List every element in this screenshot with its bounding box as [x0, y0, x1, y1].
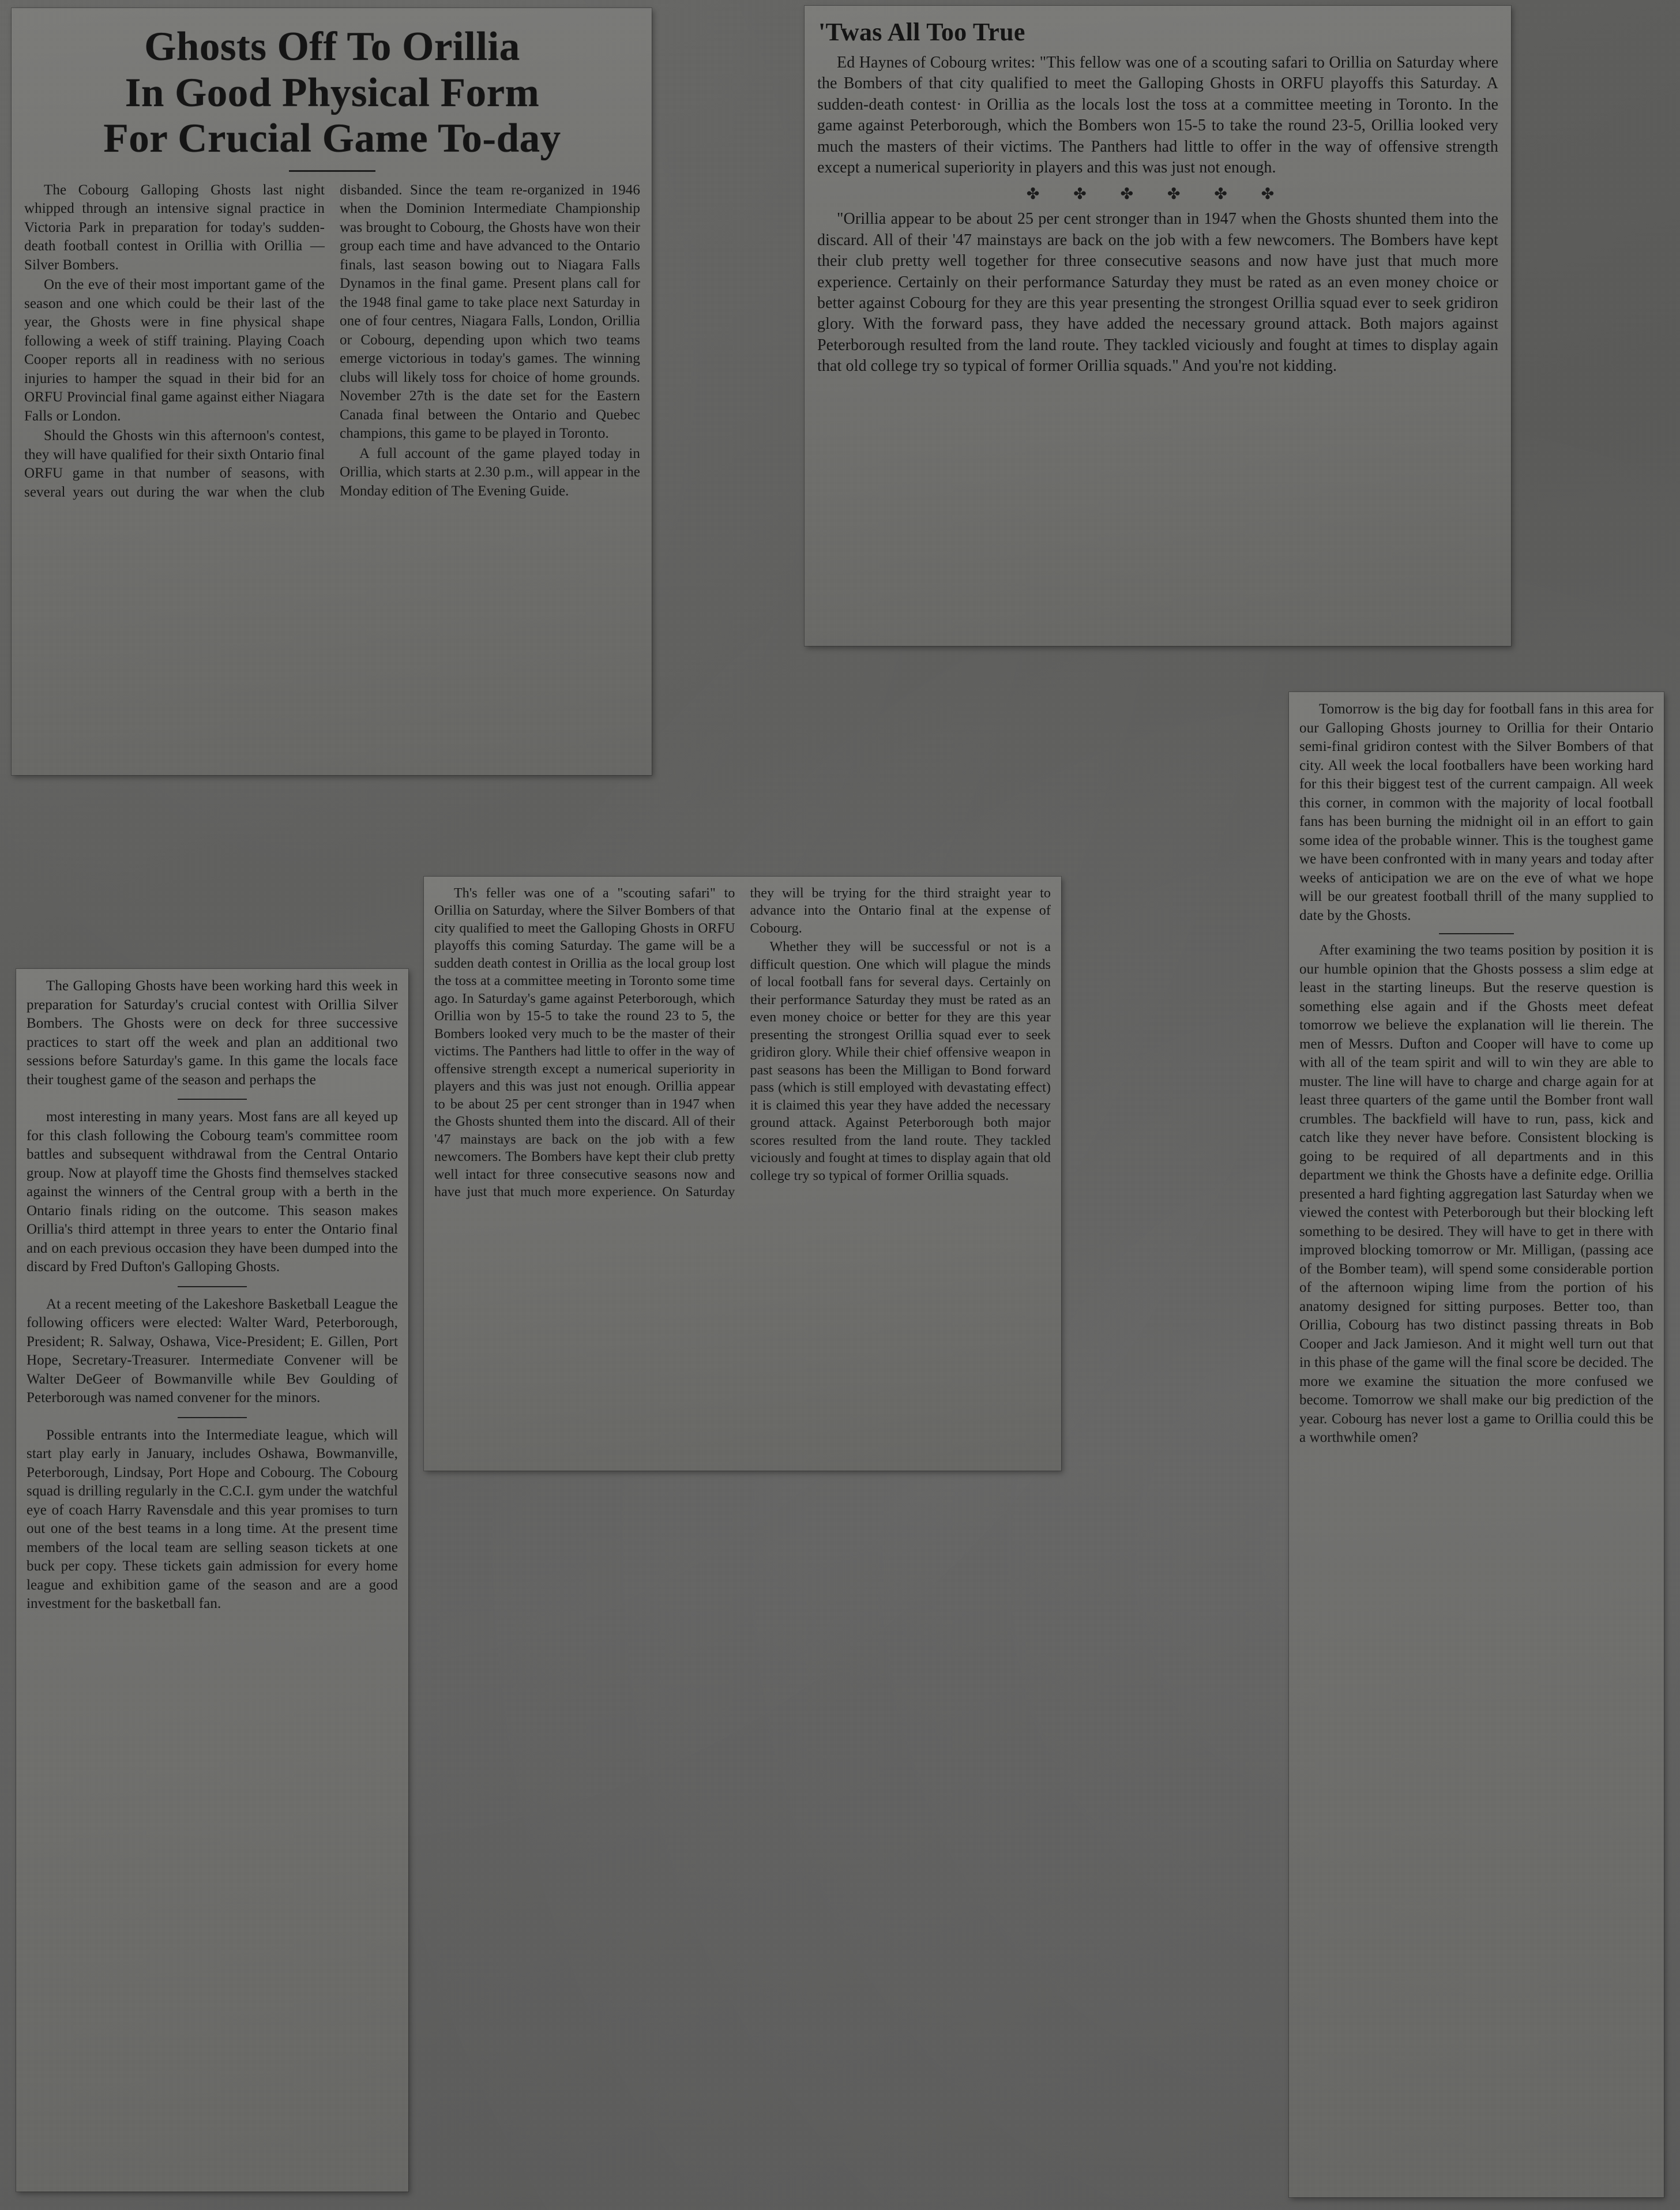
headline-line-3: For Crucial Game To-day	[103, 116, 561, 161]
ornament-divider: ✤ ✤ ✤ ✤ ✤ ✤	[1026, 185, 1290, 203]
paragraph: Th's feller was one of a "scouting safari" to Orillia on Saturday, where the Silver Bombers of that city qualified to meet the Galloping Ghosts in ORFU playoffs this coming Saturday. The game will be a sudden death contest in Orillia as the local group lost the toss at a committee meeting in Toronto some time ago. In Saturday's game against Peterborough, which Orillia won by 15-5 to take the round 23 to 5, the Bombers looked very much to be the master of their victims. The Panthers had little to offer in the way of offensive strength except a numerical superiority in players and this was just not enough. Orillia appear to be about 25 per cent stronger than in 1947 when the Ghosts shunted them into the discard. All of their '47 mainstays are back on the job with a few newcomers. The Bombers have kept their club pretty well intact for three consecutive seasons now and have just that much more experience. On Saturday they will be trying for the third straight year to advance into the Ontario final at the expense of Cobourg.	[434, 886, 1051, 1200]
paragraph: A full account of the game played today in Orillia, which starts at 2.30 p.m., will appear in the Monday edition of The Evening Guide.	[340, 445, 640, 499]
paragraph: Ed Haynes of Cobourg writes: "This fellow was one of a scouting safari to Orillia on Saturday where the Bombers of that city qualified to meet the Galloping Ghosts in ORFU playoffs this Saturday. A sudden-death contest· in Orillia as the locals lost the toss at a committee meeting in Toronto. In the game against Peterborough, which the Bombers won 15-5 to take the round 23-5, Orillia looked very much the masters of their victims. The Panthers had little to offer in the way of offensive strength except a numerical superiority in players and this was just not enough.	[817, 54, 1498, 176]
paragraph: At a recent meeting of the Lakeshore Basketball League the following officers were elected: Walter Ward, Peterborough, President; R. Salway, Oshawa, Vice-President; E. Gillen, Port Hope, Secretary-Treasurer. Intermediate Convener will be Walter DeGeer of Bowmanville while Bev Goulding of Peterborough was named convener for the minors.	[27, 1296, 398, 1405]
paragraph: Possible entrants into the Intermediate league, which will start play early in January, includes Oshawa, Bowmanville, Peterborough, Lindsay, Port Hope and Cobourg. The Cobourg squad is drilling regularly in the C.C.I. gym under the watchful eye of coach Harry Ravensdale and this year promises to turn out one of the best teams in a long time. At the present time members of the local team are selling season tickets at one buck per copy. These tickets gain admission for every home league and exhibition game of the season and are a good investment for the basketball fan.	[27, 1427, 398, 1611]
paragraph: The Cobourg Galloping Ghosts last night whipped through an intensive signal practice in Victoria Park in preparation for today's sudden-death football contest in Orillia with Orillia —Silver Bombers.	[24, 182, 325, 273]
paragraph: "Orillia appear to be about 25 per cent stronger than in 1947 when the Ghosts shunted them into the discard. All of their '47 mainstays are back on the job with a few newcomers. The Bombers have kept their club pretty well together for three consecutive seasons and now have just that much more experience. Certainly on their performance Saturday they must be rated as an even money choice or better against Cobourg for they are this year presenting the strongest Orillia squad ever to seek gridiron glory. With the forward pass, they have added the necessary ground attack. Both majors against Peterborough resulted from the land route. They tackled viciously and fought at times to display again that old college try so typical of former Orillia squads." And you're not kidding.	[817, 210, 1498, 375]
divider-rule	[1439, 933, 1514, 934]
article-title: 'Twas All Too True	[818, 18, 1025, 46]
headline-line-1: Ghosts Off To Orillia	[144, 24, 520, 69]
divider-rule	[178, 1286, 247, 1287]
paragraph: After examining the two teams position by position it is our humble opinion that the Ghosts possess a slim edge at least in the starting lineups. But the reserve question is something else again and if the Ghosts meet defeat tomorrow we believe the explanation will lie therein. The men of Messrs. Dufton and Cooper will have to come up with all of the team spirit and will to win they are able to muster. The line will have to charge and charge again for at least three quarters of the game until the Bomber front wall crumbles. The backfield will have to run, pass, kick and catch like they never have before. Consistent blocking is going to be required of all departments and in this department we think the Ghosts have a definite edge. Orillia presented a hard fighting aggregation last Saturday when we viewed the contest with Peterborough but their blocking left something to be desired. They will have to get in there with improved blocking tomorrow or Mr. Milligan, (passing ace of the Bomber team), will spend some considerable portion of the afternoon wiping lime from the portion of his anatomy designed for sitting purposes. Better too, than Orillia, Cobourg has two distinct passing threats in Bob Cooper and Jack Jamieson. And it might well turn out that in this phase of the game will the final score be decided. The more we examine the situation the more confused we become. Tomorrow we shall make our big prediction of the year. Cobourg has never lost a game to Orillia could this be a worthwhile omen?	[1299, 942, 1653, 1445]
paragraph: Whether they will be successful or not is a difficult question. One which will plague the minds of local football fans for several days. Certainly on their performance Saturday they must be rated as an even money choice or better for they are this year presenting the strongest Orillia squad ever to seek gridiron glory. While their chief offensive weapon in past seasons has been the Milligan to Bond forward pass (which is still employed with devastating effect) it is claimed this year they have added the necessary ground attack. Against Peterborough both major scores resulted from the land route. They tackled viciously and fought at times to display again that old college try so typical of former Orillia squads.	[750, 939, 1051, 1183]
paragraph: Should the Ghosts win this afternoon's contest, they will have qualified for their sixth Ontario final ORFU game in that number of seasons, with several years out during the war when the club disbanded. Since the team re-organized in 1946 when the Dominion Intermediate Championship was brought to Cobourg, the Ghosts have won their group each time and have advanced to the Ontario finals, last season bowing out to Niagara Falls Dynamos in the final game. Present plans call for the 1948 final game to take place next Saturday in one of four centres, Niagara Falls, London, Orillia or Cobourg, depending upon which two teams emerge victorious in today's games. The winning clubs will likely toss for choice of home grounds. November 27th is the date set for the Eastern Canada final between the Ontario and Quebec champions, this game to be played in Toronto.	[24, 182, 640, 500]
article-clipping-ghosts-week	[16, 969, 408, 2192]
divider-rule	[178, 1417, 247, 1418]
headline-line-2: In Good Physical Form	[125, 70, 540, 115]
article-clipping-tomorrow-big-day	[1289, 692, 1664, 2197]
article-clipping-twas-all-too-true	[805, 6, 1511, 646]
headline-article-body	[24, 181, 640, 502]
paragraph: Tomorrow is the big day for football fans in this area for our Galloping Ghosts journey to Orillia for their Ontario semi-final gridiron contest with the Silver Bombers of that city. All week the local footballers have been working hard for this their biggest test of the current campaign. All week this corner, in common with the majority of local football fans has been burning the midnight oil in an effort to gain some idea of the probable winner. This is the toughest game we have been confronted with in many years and today after weeks of anticipation we are on the eve of what we hope will be our greatest football thrill of the many supplied to date by the Ghosts.	[1299, 701, 1653, 923]
divider-rule	[178, 1099, 247, 1100]
paragraph: On the eve of their most important game of the season and one which could be their last of the year, the Ghosts were in fine physical shape following a week of stiff training. Playing Coach Cooper reports all in readiness with no serious injuries to hamper the squad in their bid for an ORFU Provincial final game against either Niagara Falls or London.	[24, 277, 325, 424]
divider-rule	[289, 170, 375, 172]
page-title	[24, 24, 640, 162]
paragraph: most interesting in many years. Most fans are all keyed up for this clash following the Cobourg team's committee room battles and subsequent withdrawal from the Central Ontario group. Now at playoff time the Ghosts find themselves stacked against the winners of the Central group with a berth in the Ontario finals riding on the outcome. This season makes Orillia's third attempt in three years to enter the Ontario final and on each previous occasion they have been dumped into the discard by Fred Dufton's Galloping Ghosts.	[27, 1109, 398, 1275]
paragraph: The Galloping Ghosts have been working hard this week in preparation for Saturday's crucial contest with Orillia Silver Bombers. The Ghosts were on deck for three successive practices to start off the week and plan an additional two sessions before Saturday's game. In this game the locals face their toughest game of the season and perhaps the	[27, 978, 398, 1088]
article-clipping-main-headline	[12, 8, 652, 775]
article-clipping-scouting-safari	[424, 877, 1061, 1471]
